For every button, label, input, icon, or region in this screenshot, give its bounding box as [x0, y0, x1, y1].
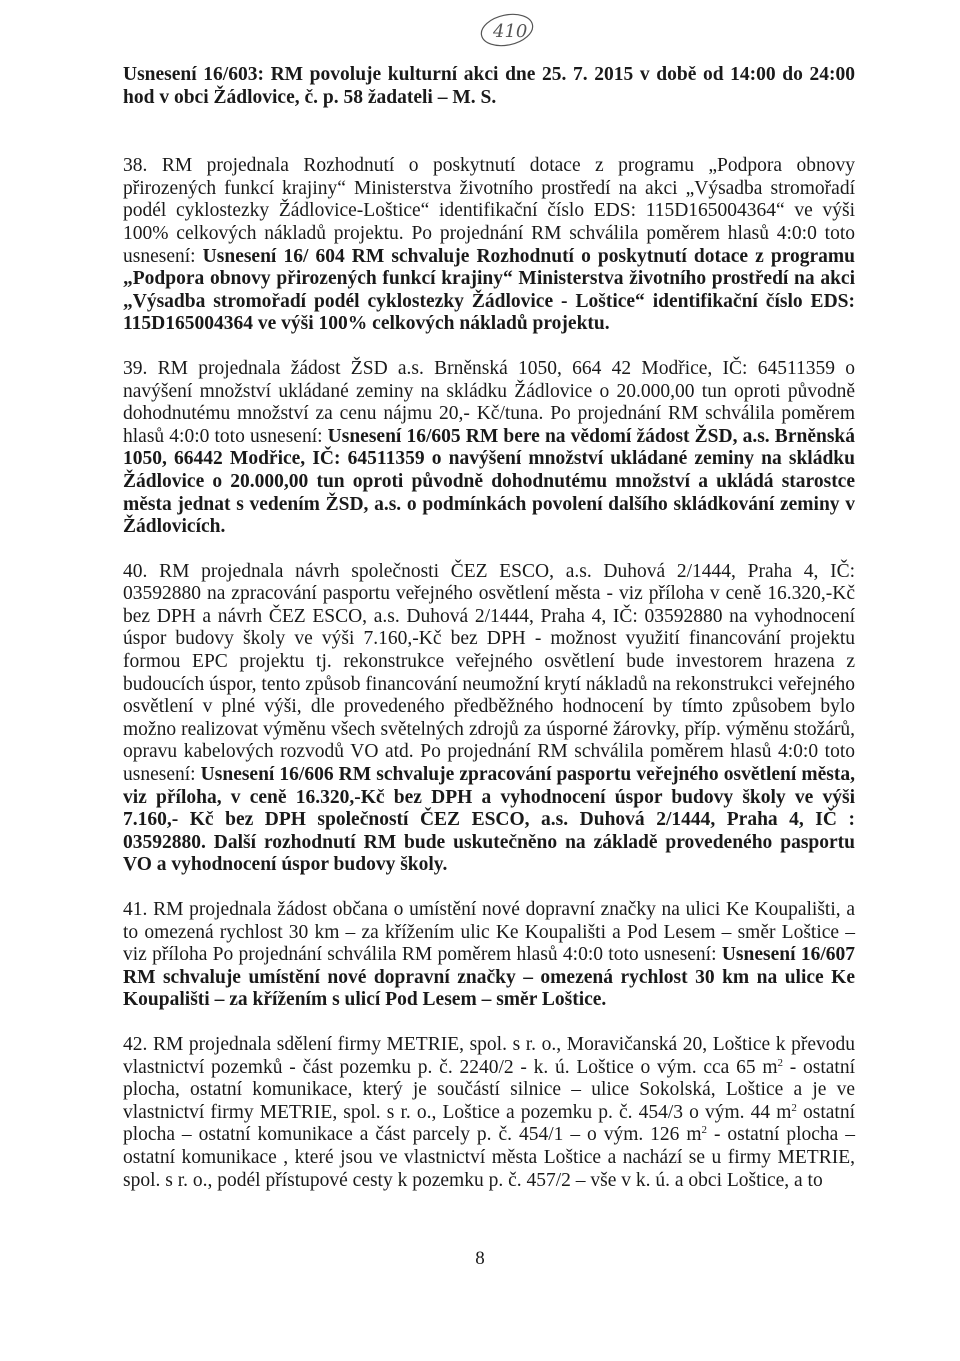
page-number: 8: [475, 1248, 485, 1269]
resolution-heading: Usnesení 16/603: RM povoluje kulturní akci dne 25. 7. 2015 v době od 14:00 do 24:00 hod v obci Žádlovice, č. p. 58 žadateli – M. S.: [123, 64, 855, 108]
item-39-text: 39. RM projednala žádost ŽSD a.s. Brněnská 1050, 664 42 Modřice, IČ: 64511359 o navýšení množství ukládané zeminy na skládku Žádlovice o 20.000,00 tun oproti původně dohodnutému množství za cenu nájmu 20,- Kč/tuna. Po projednání RM schválila poměrem hlasů 4:0:0 toto usnesení:: [123, 357, 855, 447]
item-39: [123, 358, 855, 539]
document-body: [123, 64, 855, 1214]
handwritten-note: 410: [493, 21, 528, 42]
item-38-text: 38. RM projednala Rozhodnutí o poskytnutí dotace z programu „Podpora obnovy přirozených funkcí krajiny“ Ministerstva životního prostředí na akci „Výsadba stromořadí podél cyklostezky Žádlovice-Loštice“ identifikační číslo EDS: 115D165004364“ ve výši 100% celkových nákladů projektu. Po projednání RM schválila poměrem hlasů 4:0:0 toto usnesení:: [123, 155, 855, 267]
item-42-text-part3: ostatní plocha – ostatní komunikace a část parcely p. č. 454/1 – o vým. 126 m: [123, 1101, 855, 1146]
item-41: [123, 899, 855, 1012]
superscript-2: 2: [791, 1101, 797, 1114]
item-42-text-part1: 42. RM projednala sdělení firmy METRIE, spol. s r. o., Moravičanská 20, Loštice k převodu vlastnictví pozemků - část pozemku p. č. 2240/2 - k. ú. Loštice o vým. cca 65 m: [123, 1033, 855, 1078]
superscript-2: 2: [701, 1124, 708, 1137]
item-42: [123, 1034, 855, 1192]
item-38: [123, 155, 855, 336]
resolution-16-607: Usnesení 16/607 RM schvaluje umístění nové dopravní značky – omezená rychlost 30 km na ulice Ke Koupališti – za křížením s ulicí Pod Lesem – směr Loštice.: [123, 944, 855, 1011]
resolution-16-606: Usnesení 16/606 RM schvaluje zpracování pasportu veřejného osvětlení města, viz příloha, v ceně 16.320,-Kč bez DPH a vyhodnocení úspor budovy školy ve výši 7.160,- Kč bez DPH společností ČEZ ESCO, a.s. Duhová 2/1444, Praha 4, IČ : 03592880. Další rozhodnutí RM bude uskutečněno na základě provedeného pasportu VO a vyhodnocení úspor budovy školy.: [123, 764, 855, 876]
item-41-text: 41. RM projednala žádost občana o umístění nové dopravní značky na ulici Ke Koupališti, a to omezená rychlost 30 km – za křížením ulic Ke Koupališti a Pod Lesem – směr Loštice – viz příloha Po projednání schválila RM poměrem hlasů 4:0:0 toto usnesení:: [123, 899, 855, 966]
item-40-text: 40. RM projednala návrh společnosti ČEZ ESCO, a.s. Duhová 2/1444, Praha 4, IČ: 03592880 na zpracování pasportu veřejného osvětlení města - viz příloha v ceně 16.320,-Kč bez DPH a návrh ČEZ ESCO, a.s. Duhová 2/1444, Praha 4, IČ: 03592880 na vyhodnocení úspor budovy školy ve výši 7.160,-Kč bez DPH - možnost využití financování projektu formou EPC projektu tj. rekonstrukce veřejného osvětlení bude investorem hrazena z budoucích úspor, tento způsob financování neumožní krytí nákladů na rekonstrukci veřejného osvětlení v plné výši, dle provedeného předběžného hodnocení by tímto způsobem bylo možno realizovat výměnu všech světelných zdrojů za úsporné žárovky, příp. výměnu stožárů, opravu kabelových rozvodů VO atd. Po projednání RM schválila poměrem hlasů 4:0:0 toto usnesení:: [123, 560, 855, 786]
item-40: [123, 561, 855, 877]
item-42-text-part2: - ostatní plocha, ostatní komunikace, který je součástí silnice – ulice Sokolská, Loštice a je ve vlastnictví firmy METRIE, spol. s r. o., Loštice a pozemku p. č. 454/3 o vým. 44 m: [123, 1056, 856, 1123]
resolution-16-605: Usnesení 16/605 RM bere na vědomí žádost ŽSD, a.s. Brněnská 1050, 66442 Modřice, IČ: 64511359 o navýšení množství ukládané zeminy na skládku Žádlovice o 20.000,00 tun oproti původně dohodnutému množství a ukládá starostce města jednat s vedením ŽSD, a.s. o podmínkách povolení dalšího skládkování zeminy v Žádlovicích.: [123, 425, 855, 538]
resolution-16-604: Usnesení 16/ 604 RM schvaluje Rozhodnutí o poskytnutí dotace z programu „Podpora obnovy přirozených funkcí krajiny“ Ministerstva životního prostředí na akci „Výsadba stromořadí podél cyklostezky Žádlovice - Loštice“ identifikační číslo EDS: 115D165004364 ve výši 100% celkových nákladů projektu.: [123, 245, 855, 335]
superscript-2: 2: [777, 1056, 783, 1069]
item-42-text-part4: - ostatní plocha – ostatní komunikace , které jsou ve vlastnictví města Loštice a nachází se u firmy METRIE, spol. s r. o., podél přístupové cesty k pozemku p. č. 457/2 – vše v k. ú. a obci Loštice, a to: [123, 1124, 855, 1191]
handwritten-page-mark: [478, 12, 536, 48]
